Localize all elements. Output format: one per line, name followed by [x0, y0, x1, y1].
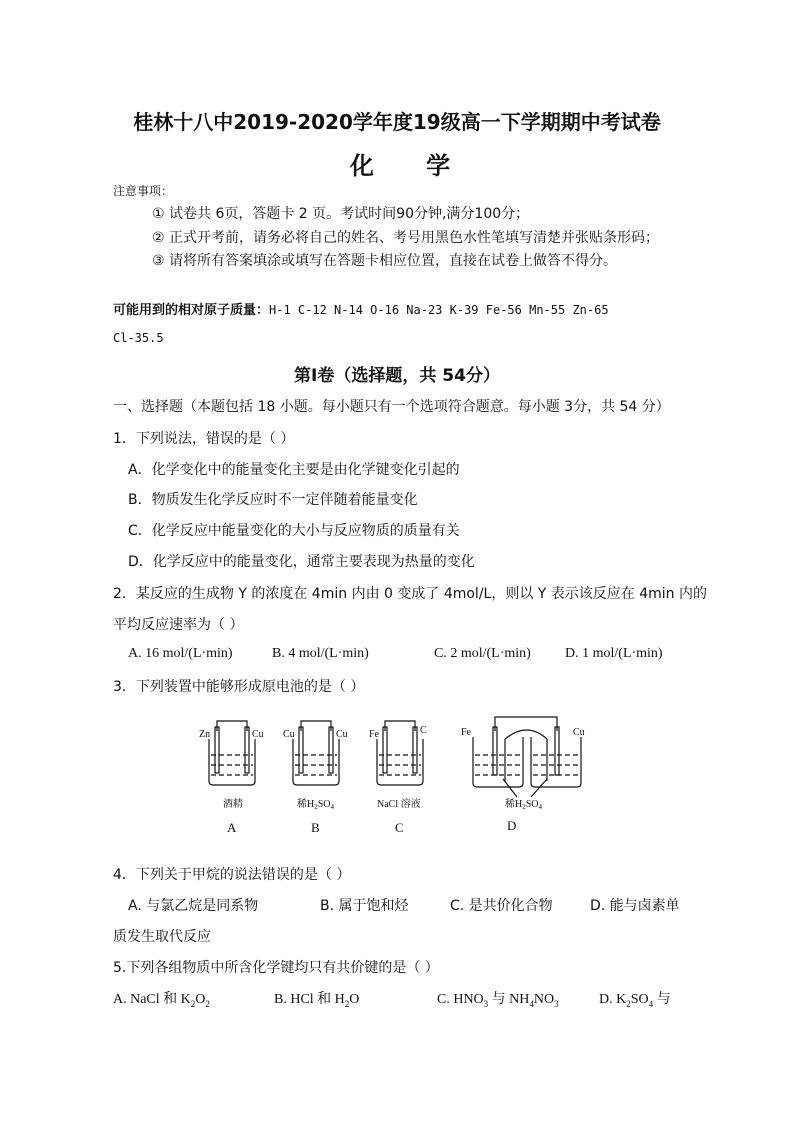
apparatus-b — [293, 721, 339, 785]
fig-b-right-electrode: Cu — [336, 729, 348, 740]
question-2-stem-cont: 平均反应速率为（ ） — [113, 617, 244, 633]
question-4-stem: 4．下列关于甲烷的说法错误的是（ ） — [113, 867, 351, 883]
notes-heading: 注意事项： — [113, 184, 174, 198]
question-5-option-c: C. $HNO_3$ 与 $NH_4NO_3$ — [437, 992, 559, 1009]
question-3-stem: 3．下列装置中能够形成原电池的是（ ） — [113, 679, 365, 695]
fig-c-right-electrode: C — [420, 725, 427, 736]
atomic-masses-values: H-1 C-12 N-14 O-16 Na-23 K-39 Fe-56 Mn-55 Zn-65 — [269, 303, 609, 317]
fig-a-label: A — [227, 820, 237, 835]
fig-d-right-electrode: Cu — [573, 727, 585, 738]
fig-a-left-electrode: Zn — [199, 729, 211, 740]
note-item: ① 试卷共 6页，答题卡 2 页。考试时间90分钟,满分100分； — [152, 206, 530, 222]
question-2-option-d: D. 1 mol/(L·min) — [565, 646, 663, 661]
fig-a-solution: 酒精 — [223, 799, 243, 810]
apparatus-c — [377, 721, 423, 785]
galvanic-cell-figure — [195, 715, 595, 840]
question-2-stem: 2．某反应的生成物 Y 的浓度在 4min 内由 0 变成了 4mol/L，则以 Y 表示该反应在 4min 内的 — [113, 586, 708, 602]
note-item: ② 正式开考前，请务必将自己的姓名、考号用黑色水性笔填写清楚并张贴条形码； — [152, 230, 659, 246]
question-2-option-a: A. 16 mol/(L·min) — [128, 646, 233, 661]
note-item: ③ 请将所有答案填涂或填写在答题卡相应位置，直接在试卷上做答不得分。 — [152, 253, 617, 269]
atomic-masses-values-2: Cl-35.5 — [113, 331, 164, 345]
part-intro: 一、选择题（本题包括 18 小题。每小题只有一个选项符合题意。每小题 3分，共 54 分） — [113, 399, 670, 415]
apparatus-d — [473, 717, 581, 797]
question-5-option-d: D. $K_2SO_4$ 与 — [599, 992, 671, 1009]
question-1-option-b: B．物质发生化学反应时不一定伴随着能量变化 — [128, 492, 418, 508]
fig-d-solution: 稀$H_2SO_4$ — [505, 799, 543, 811]
question-2-option-c: C. 2 mol/(L·min) — [434, 646, 531, 661]
subject-title: 化 学 — [349, 152, 473, 180]
question-1-option-c: C．化学反应中能量变化的大小与反应物质的质量有关 — [128, 523, 460, 539]
question-1-stem: 1．下列说法，错误的是（ ） — [113, 431, 295, 447]
atomic-masses-label: 可能用到的相对原子质量： — [113, 303, 270, 318]
question-5-stem: 5.下列各组物质中所含化学键均只有共价键的是（ ） — [113, 960, 439, 976]
fig-d-label: D — [507, 818, 517, 833]
question-4-option-d-cont: 质发生取代反应 — [113, 929, 211, 945]
question-2-option-b: B. 4 mol/(L·min) — [272, 646, 369, 661]
fig-a-right-electrode: Cu — [252, 729, 264, 740]
question-5-option-a: A. NaCl 和 $K_2O_2$ — [113, 992, 210, 1009]
question-1-option-d: D．化学反应中的能量变化，通常主要表现为热量的变化 — [128, 554, 475, 570]
question-4-option-a: A. 与氯乙烷是同系物 — [128, 898, 259, 914]
fig-b-label: B — [311, 820, 320, 835]
question-4-option-d: D. 能与卤素单 — [590, 898, 680, 914]
fig-c-left-electrode: Fe — [369, 729, 379, 740]
exam-title: 桂林十八中2019-2020学年度19级高一下学期期中考试卷 — [133, 110, 661, 134]
fig-c-label: C — [395, 820, 404, 835]
section-title: 第Ⅰ卷（选择题，共 54分） — [294, 366, 500, 386]
fig-c-solution: NaCl 溶液 — [377, 799, 421, 810]
atomic-masses — [113, 299, 609, 318]
fig-b-left-electrode: Cu — [283, 729, 295, 740]
question-5-option-b: B. HCl 和 $H_2O$ — [274, 992, 360, 1009]
question-4-option-b: B. 属于饱和烃 — [320, 898, 409, 914]
question-4-option-c: C. 是共价化合物 — [450, 898, 553, 914]
fig-d-left-electrode: Fe — [461, 727, 471, 738]
question-1-option-a: A．化学变化中的能量变化主要是由化学键变化引起的 — [128, 462, 460, 478]
apparatus-a — [209, 721, 255, 785]
fig-b-solution: 稀$H_2SO_4$ — [297, 799, 335, 811]
